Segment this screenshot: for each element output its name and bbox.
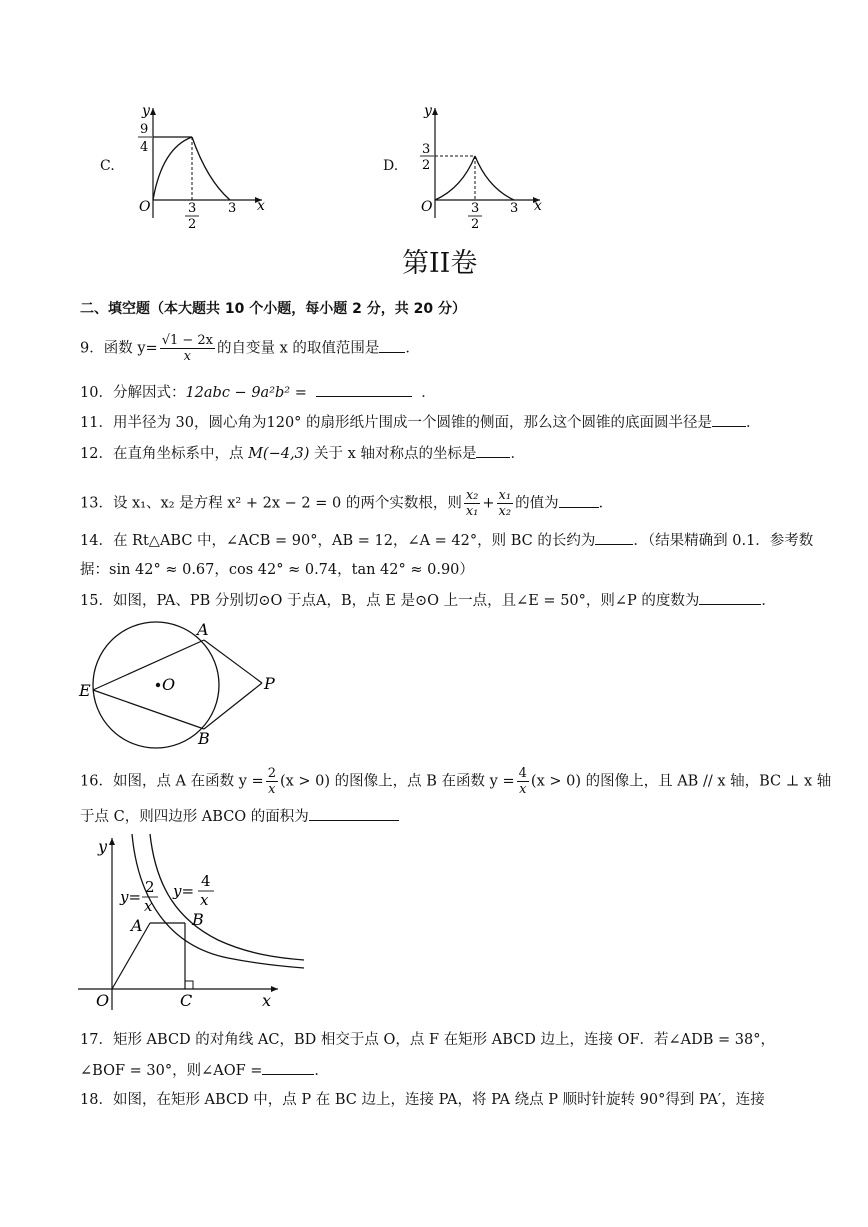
x-axis-label: x [262,991,272,1010]
x-axis-label: x [534,198,542,214]
point-a-label: A [197,620,209,639]
peak-den: 4 [140,140,149,155]
tick-end: 3 [228,201,237,216]
peak-den: 2 [422,158,431,173]
point-c-label: C [180,991,193,1010]
peak-num: 3 [422,142,431,157]
figure-16-hyperbolas [78,828,308,1013]
point-a-label: A [131,916,143,935]
tick-den: 2 [471,217,480,230]
question-17-line-1: 17．矩形 ABCD 的对角线 AC，BD 相交于点 O，点 F 在矩形 ABCD 边上，连接 OF．若∠ADB = 38°， [80,1032,775,1048]
point-b-label: B [192,910,204,929]
answer-blank [262,1060,314,1075]
point-b-label: B [198,729,210,748]
option-c-label: C. [100,158,115,174]
answer-blank [699,590,761,605]
eq2-den: x [200,891,209,909]
graph-c [122,100,272,230]
eq2-num: 4 [201,872,211,890]
q9-fraction-num: √1 − 2x [161,333,214,348]
eq2-prefix: y= [173,882,195,900]
origin-label: O [139,199,151,215]
center-o-label: O [162,675,176,694]
eq1-num: 2 [145,878,155,896]
answer-blank [379,338,405,353]
answer-blank [309,806,399,821]
eq1-den: x [144,897,153,915]
part-title: 第II卷 [402,248,478,279]
question-12: 12．在直角坐标系中，点 M(−4,3) 关于 x 轴对称点的坐标是 ． [80,443,525,464]
tick-end: 3 [510,201,519,216]
tick-num: 3 [188,201,197,216]
question-14-line-1: 14．在 Rt△ABC 中，∠ACB = 90°，AB = 12，∠A = 42°，则 BC 的长约为 ．（结果精确到 0.1．参考数 [80,530,813,551]
question-15: 15．如图，PA、PB 分别切⊙O 于点A，B，点 E 是⊙O 上一点，且∠E = 50°，则∠P 的度数为 ． [80,590,776,611]
answer-blank [712,412,746,427]
answer-blank [316,382,412,397]
question-13: 13．设 x₁、x₂ 是方程 x² + 2x − 2 = 0 的两个实数根，则 $\frac{\text{x₂}}{\text{x₁}}$ + $\frac{\text{x₁}}{\text{x₂}}$ 的值为 ． [80,488,614,519]
y-axis-label: y [424,103,432,119]
figure-15-circle-tangents [76,615,286,750]
point-p-label: P [264,674,275,693]
answer-blank [559,493,599,508]
peak-num: 9 [140,122,149,137]
question-9: 9．函数 y= $\frac{√1 - 2x}{x}$ 的自变量 x 的取值范围是 ． [80,333,420,364]
question-17-line-2: ∠BOF = 30°，则∠AOF = ． [80,1060,329,1081]
section-header: 二、填空题（本大题共 10 个小题，每小题 2 分，共 20 分） [80,301,466,317]
q9-fraction-den: x [183,349,192,364]
tick-num: 3 [471,201,480,216]
question-10: 10．分解因式：12abc − 9a²b² = ． [80,382,436,403]
question-16-line-2: 于点 C，则四边形 ABCO 的面积为 [80,806,399,827]
y-axis-label: y [98,837,108,856]
question-18: 18．如图，在矩形 ABCD 中，点 P 在 BC 边上，连接 PA，将 PA 绕点 P 顺时针旋转 90°得到 PA′，连接 [80,1092,765,1108]
question-11: 11．用半径为 30，圆心角为120° 的扇形纸片围成一个圆锥的侧面，那么这个圆锥的底面圆半径是 ． [80,412,761,433]
point-e-label: E [79,681,91,700]
origin-label: O [421,199,433,215]
tick-den: 2 [188,217,197,230]
eq1-prefix: y= [120,888,142,906]
option-d-label: D. [383,158,399,174]
y-axis-label: y [142,103,150,119]
origin-label: O [96,991,110,1010]
question-16-line-1: 16．如图，点 A 在函数 y = $\frac{2}{x}$ (x > 0) 的图像上，点 B 在函数 y = $\frac{4}{x}$ (x > 0) 的图像上，且 AB // x 轴，BC ⊥ x 轴 [80,766,832,797]
question-14-line-2: 据：sin 42° ≈ 0.67，cos 42° ≈ 0.74，tan 42° ≈ 0.90） [80,562,474,578]
answer-blank [595,530,633,545]
x-axis-label: x [257,198,265,214]
answer-blank [476,443,510,458]
graph-d [406,100,556,230]
